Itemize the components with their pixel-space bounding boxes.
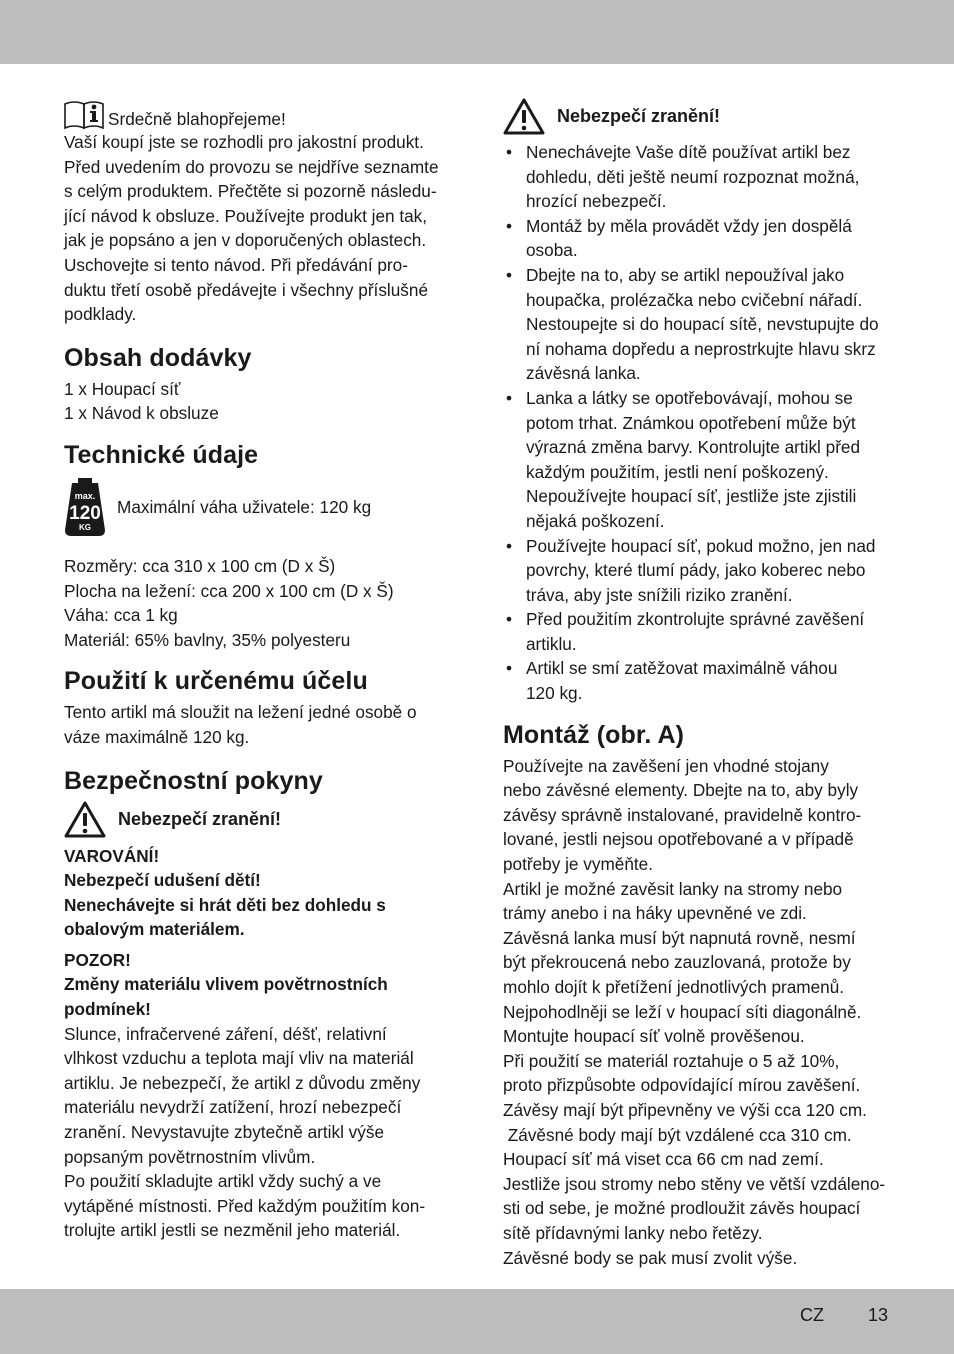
text-line: artiklu. Je nebezpečí, že artikl z důvodu změny	[64, 1072, 421, 1093]
intro-text	[64, 130, 459, 327]
section-heading-contents: Obsah dodávky	[64, 343, 252, 372]
text-line: Závěsné body se pak musí zvolit výše.	[503, 1247, 798, 1268]
caution-line: POZOR!	[64, 949, 131, 970]
warning-heading	[64, 800, 459, 840]
text-line: Před uvedením do provozu se nejdříve seznamte	[64, 156, 439, 177]
text-line: hrozící nebezpečí.	[526, 191, 667, 212]
text-line: Jestliže jsou stromy nebo stěny ve větší vzdáleno-	[503, 1173, 886, 1194]
right-column	[503, 96, 895, 1270]
text-line: Při použití se materiál roztahuje o 5 až 10%,	[503, 1050, 840, 1071]
text-line: Uschovejte si tento návod. Při předávání pro-	[64, 254, 408, 275]
text-line: Po použití skladujte artikl vždy suchý a ve	[64, 1171, 382, 1192]
text-line: trámy anebo i na háky upevněné ve zdi.	[503, 903, 807, 924]
left-column	[64, 96, 459, 1243]
intro-heading	[64, 96, 459, 130]
warning-line: obalovým materiálem.	[64, 919, 245, 940]
tech-line: Plocha na ležení: cca 200 x 100 cm (D x Š)	[64, 580, 394, 601]
page-number: 13	[868, 1305, 889, 1325]
text-line: výrazná změna barvy. Kontrolujte artikl před	[526, 437, 861, 458]
text-line: podklady.	[64, 304, 137, 325]
list-item	[503, 607, 895, 656]
contents-item: 1 x Návod k obsluze	[64, 403, 219, 424]
text-line: Nepoužívejte houpací síť, jestliže jste zjistili	[526, 486, 857, 507]
tech-line: Materiál: 65% bavlny, 35% polyesteru	[64, 629, 351, 650]
text-line: potom trhat. Známkou opotřebení může být	[526, 412, 856, 433]
list-item	[503, 656, 895, 705]
text-line: 120 kg.	[526, 683, 583, 704]
list-item	[503, 386, 895, 534]
text-line: lované, jestli nejsou opotřebované a v případě	[503, 829, 854, 850]
text-line: vytápěné místnosti. Před každým použitím kon-	[64, 1195, 426, 1216]
text-line: Nejpohodlněji se leží v houpací síti diagonálně.	[503, 1001, 862, 1022]
text-line: závěsná lanka.	[526, 363, 641, 384]
text-line: Artikl je možné zavěsit lanky na stromy nebo	[503, 878, 843, 899]
warning-triangle-icon	[503, 98, 545, 135]
text-line: sti od sebe, je možné prodloužit závěs houpací	[503, 1198, 861, 1219]
text-line: jak je popsáno a jen v doporučených oblastech.	[64, 230, 427, 251]
text-line: povrchy, které tlumí pády, jako koberec nebo	[526, 560, 866, 581]
text-line: zranění. Nevystavujte zbytečně artikl výše	[64, 1122, 385, 1143]
tech-line: Rozměry: cca 310 x 100 cm (D x Š)	[64, 555, 336, 576]
text-line: potřeby je vyměňte.	[503, 854, 653, 875]
text-line: Houpací síť má viset cca 66 cm nad zemí.	[503, 1149, 824, 1170]
warning-title: Nebezpečí zranění!	[118, 809, 282, 830]
weight-icon-value: 120	[69, 502, 101, 524]
list-item	[503, 140, 895, 214]
text-line: proto přizpůsobte odpovídající mírou zavěšení.	[503, 1075, 861, 1096]
assembly-text	[503, 754, 895, 1270]
text-line: Tento artikl má sloužit na ležení jedné osobě o	[64, 702, 417, 723]
text-line: Používejte na zavěšení jen vhodné stojany	[503, 755, 829, 776]
list-item	[503, 534, 895, 608]
text-line: dohledu, děti ještě neumí rozpoznat možná,	[526, 166, 860, 187]
text-line: závěsy správně instalované, pravidelně kontro-	[503, 804, 862, 825]
header-bar	[0, 0, 954, 64]
safety-bullet-list	[503, 140, 895, 706]
max-weight-text: Maximální váha uživatele: 120 kg	[117, 496, 372, 517]
text-line: • Nenechávejte Vaše dítě používat artikl bez	[526, 142, 851, 162]
text-line: Nestoupejte si do houpací sítě, nevstupujte do	[526, 314, 879, 335]
section-heading-technical: Technické údaje	[64, 440, 259, 469]
text-line: Montujte houpací síť volně prověšenou.	[503, 1026, 805, 1047]
weight-icon-top: max.	[74, 490, 96, 501]
max-weight-row	[64, 474, 459, 540]
section-heading-safety: Bezpečnostní pokyny	[64, 766, 323, 795]
list-item	[503, 214, 895, 263]
text-line: osoba.	[526, 240, 578, 261]
caution-line: podmínek!	[64, 999, 151, 1020]
text-line: • Před použitím zkontrolujte správné zavěšení	[526, 609, 865, 630]
book-info-icon	[64, 98, 104, 130]
text-line: Závěsné body mají být vzdálené cca 310 cm.	[503, 1124, 852, 1145]
weather-text	[64, 1022, 459, 1243]
text-line: jící návod k obsluze. Používejte produkt jen tak,	[64, 205, 428, 226]
text-line: Vaší koupí jste se rozhodli pro jakostní produkt.	[64, 132, 424, 152]
text-line: artiklu.	[526, 633, 577, 654]
tech-line: Váha: cca 1 kg	[64, 605, 178, 626]
text-line: váze maximálně 120 kg.	[64, 726, 250, 747]
warning-triangle-icon	[64, 801, 106, 838]
text-line: materiálu nevydrží zatížení, hrozí nebezpečí	[64, 1097, 402, 1118]
text-line: • Artikl se smí zatěžovat maximálně váhou	[526, 658, 838, 679]
text-line: trolujte artikl jestli se nezměnil jeho materiál.	[64, 1220, 401, 1241]
caution-block	[64, 948, 459, 1022]
warning-line: Nenechávejte si hrát děti bez dohledu s	[64, 894, 386, 915]
text-line: • Používejte houpací síť, pokud možno, jen nad	[526, 535, 876, 556]
text-line: s celým produktem. Přečtěte si pozorně následu-	[64, 181, 437, 202]
weight-icon-unit: KG	[79, 522, 91, 532]
text-line: nebo závěsné elementy. Dbejte na to, aby byly	[503, 780, 859, 801]
text-line: popsaným povětrnostním vlivům.	[64, 1146, 316, 1167]
contents-item: 1 x Houpací síť	[64, 378, 181, 399]
text-line: mohlo dojít k přetížení jednotlivých pramenů.	[503, 977, 845, 997]
text-line: • Dbejte na to, aby se artikl nepoužíval jako	[526, 264, 845, 285]
text-line: každým použitím, jestli není poškozený.	[526, 461, 829, 482]
text-line: sítě přídavnými lanky nebo řetězy.	[503, 1222, 763, 1243]
weight-120kg-icon	[64, 476, 106, 538]
text-line: • Lanka a látky se opotřebovávají, mohou se	[526, 387, 853, 408]
list-item	[503, 263, 895, 386]
text-line: Slunce, infračervené záření, déšť, relativní	[64, 1023, 387, 1044]
text-line: tráva, aby jste snížili riziko zranění.	[526, 584, 793, 605]
text-line: Závěsná lanka musí být napnutá rovně, nesmí	[503, 927, 856, 948]
warning-title: Nebezpečí zranění!	[557, 105, 721, 126]
section-heading-intended-use: Použití k určenému účelu	[64, 667, 368, 696]
warning-heading	[503, 96, 895, 136]
text-line: ní nohama dopředu a neprostrkujte hlavu skrz	[526, 338, 876, 359]
warning-line: VAROVÁNÍ!	[64, 845, 160, 866]
warning-line: Nebezpečí udušení dětí!	[64, 870, 261, 891]
intro-title: Srdečně blahopřejeme!	[108, 109, 286, 129]
text-line: houpačka, prolézačka nebo cvičební nářadí.	[526, 289, 863, 310]
text-line: duktu třetí osobě předávejte i všechny příslušné	[64, 279, 429, 300]
text-line: Závěsy mají být připevněny ve výši cca 120 cm.	[503, 1099, 867, 1120]
text-line: vlhkost vzduchu a teplota mají vliv na materiál	[64, 1048, 414, 1069]
text-line: • Montáž by měla provádět vždy jen dospělá	[526, 215, 852, 236]
text-line: být překroucená nebo zauzlovaná, protože by	[503, 952, 851, 973]
section-heading-assembly: Montáž (obr. A)	[503, 720, 685, 749]
warning-block	[64, 844, 459, 942]
text-line: nějaká poškození.	[526, 510, 665, 531]
footer-language-code: CZ	[800, 1305, 824, 1325]
caution-line: Změny materiálu vlivem povětrnostních	[64, 974, 388, 995]
